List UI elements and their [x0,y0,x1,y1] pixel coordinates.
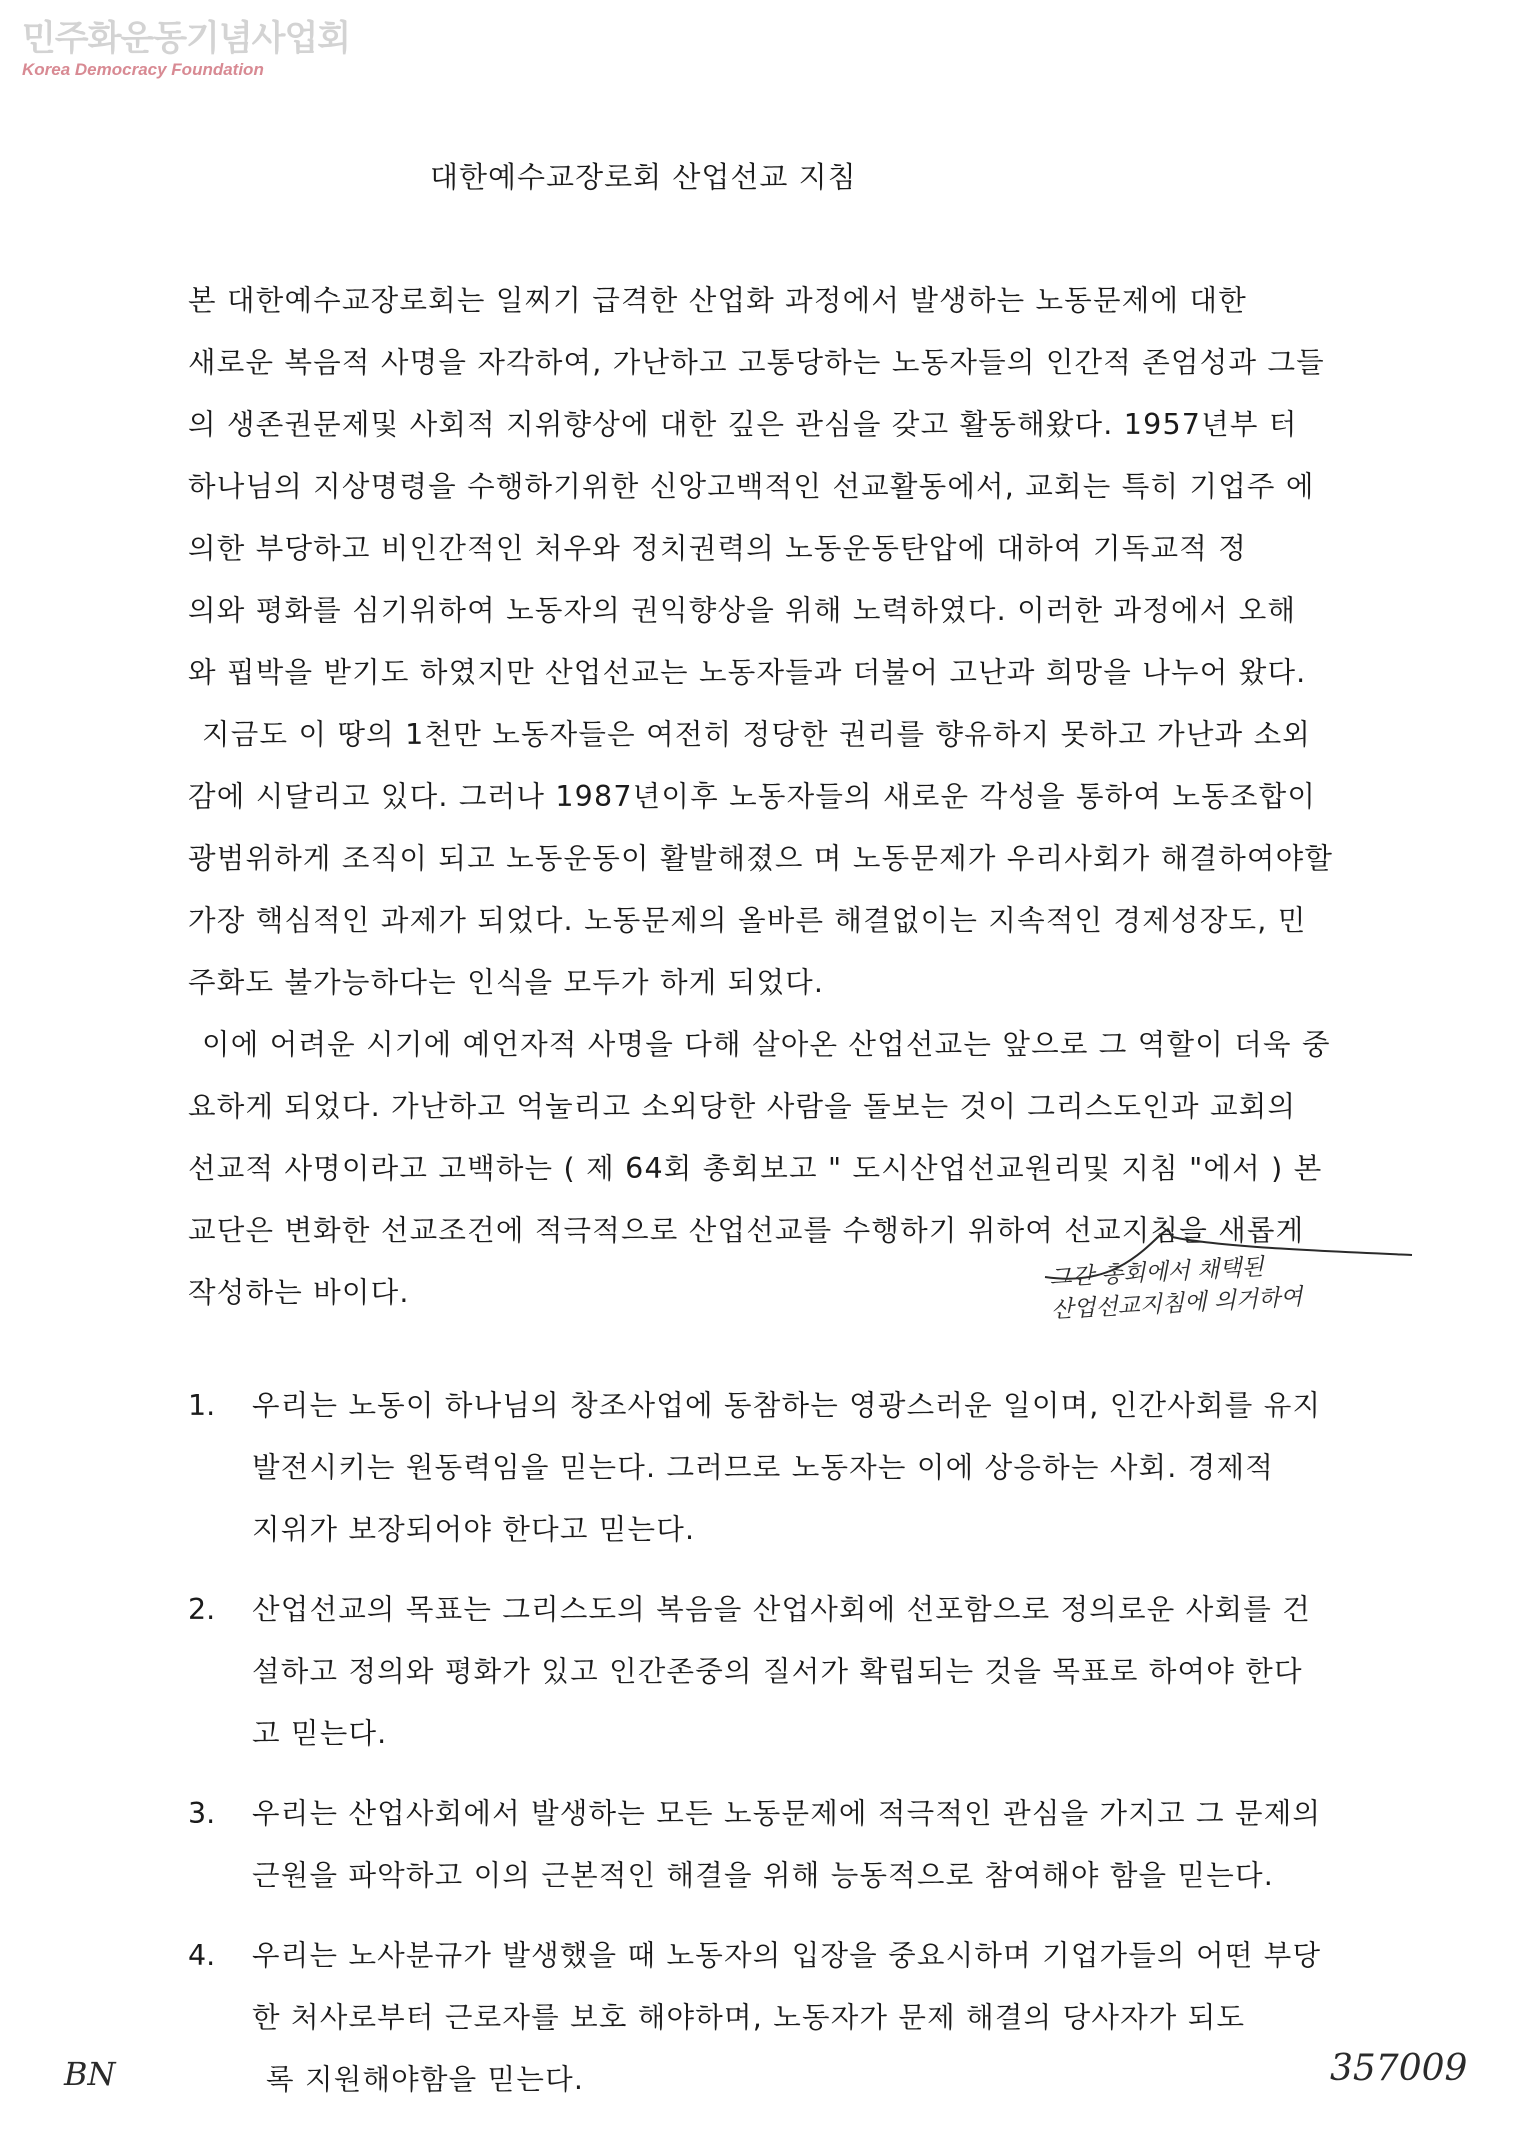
document-number: 357009 [1330,2048,1468,2089]
guideline-item [188,1375,1438,1561]
item-line: 우리는 산업사회에서 발생하는 모든 노동문제에 적극적인 관심을 가지고 그 문제의 [252,1797,1322,1830]
item-line: 산업선교의 목표는 그리스도의 복음을 산업사회에 선포함으로 정의로운 사회를 건 [252,1593,1311,1626]
guideline-item [188,1925,1438,2111]
guideline-item [188,1579,1438,1765]
paragraph-line: 선교적 사명이라고 고백하는 ( 제 64회 총회보고 " 도시산업선교원리및 지침 "에서 ) 본 [188,1152,1323,1185]
item-number: 1. [188,1389,216,1422]
item-line: 우리는 노동이 하나님의 창조사업에 동참하는 영광스러운 일이며, 인간사회를 유지 [252,1389,1322,1422]
paragraph-line: 의한 부당하고 비인간적인 처우와 정치권력의 노동운동탄압에 대하여 기독교적 정 [188,532,1247,565]
intro-paragraph [188,270,1428,1324]
annotation-line: 산업선교지침에 의거하여 [1050,1284,1304,1324]
handwritten-initials: BN [64,2055,116,2093]
paragraph-line: 교단은 변화한 선교조건에 적극적으로 산업선교를 수행하기 위하여 선교지침을 새롭게 [188,1214,1305,1247]
guideline-list [188,1375,1438,2129]
watermark-korean: 민주화운동기념사업회 [22,19,351,59]
paragraph-line: 지금도 이 땅의 1천만 노동자들은 여전히 정당한 권리를 향유하지 못하고 가난과 소외 [202,718,1312,751]
watermark-english: Korea Democracy Foundation [22,60,264,79]
paragraph-line: 본 대한예수교장로회는 일찌기 급격한 산업화 과정에서 발생하는 노동문제에 대한 [188,284,1247,317]
foundation-watermark [22,18,351,80]
item-line: 한 처사로부터 근로자를 보호 해야하며, 노동자가 문제 해결의 당사자가 되도 [252,2001,1246,2034]
paragraph-line: 가장 핵심적인 과제가 되었다. 노동문제의 올바른 해결없이는 지속적인 경제성장도, 민 [188,904,1307,937]
item-line: 지위가 보장되어야 한다고 믿는다. [252,1513,696,1546]
paragraph-line: 이에 어려운 시기에 예언자적 사명을 다해 살아온 산업선교는 앞으로 그 역할이 더욱 중 [202,1028,1331,1061]
item-line: 발전시키는 원동력임을 믿는다. 그러므로 노동자는 이에 상응하는 사회. 경제적 [252,1451,1274,1484]
paragraph-line: 주화도 불가능하다는 인식을 모두가 하게 되었다. [188,966,825,999]
item-line: 고 믿는다. [252,1717,388,1750]
paragraph-line: 새로운 복음적 사명을 자각하여, 가난하고 고통당하는 노동자들의 인간적 존엄성과 그들 [188,346,1325,379]
paragraph-line: 의와 평화를 심기위하여 노동자의 권익향상을 위해 노력하였다. 이러한 과정에서 오해 [188,594,1297,627]
annotation-line: 그간 총회에서 채택된 [1048,1254,1265,1292]
item-number: 4. [188,1939,216,1972]
paragraph-line: 의 생존권문제및 사회적 지위향상에 대한 깊은 관심을 갖고 활동해왔다. 1957년부 터 [188,408,1298,441]
paragraph-line: 감에 시달리고 있다. 그러나 1987년이후 노동자들의 새로운 각성을 통하여 노동조합이 [188,780,1317,813]
paragraph-line: 작성하는 바이다. [188,1276,410,1309]
paragraph-line: 하나님의 지상명령을 수행하기위한 신앙고백적인 선교활동에서, 교회는 특히 기업주 에 [188,470,1315,503]
item-line: 우리는 노사분규가 발생했을 때 노동자의 입장을 중요시하며 기업가들의 어떤 부당 [252,1939,1322,1972]
item-number: 3. [188,1797,216,1830]
paragraph-line: 와 핍박을 받기도 하였지만 산업선교는 노동자들과 더불어 고난과 희망을 나누어 왔다. [188,656,1307,689]
guideline-item [188,1783,1438,1907]
item-number: 2. [188,1593,216,1626]
paragraph-line: 광범위하게 조직이 되고 노동운동이 활발해졌으 며 노동문제가 우리사회가 해결하여야할 [188,842,1334,875]
paragraph-line: 요하게 되었다. 가난하고 억눌리고 소외당한 사람을 돌보는 것이 그리스도인과 교회의 [188,1090,1297,1123]
item-line: 설하고 정의와 평화가 있고 인간존중의 질서가 확립되는 것을 목표로 하여야 한다 [252,1655,1303,1688]
item-line: 록 지원해야함을 믿는다. [266,2063,585,2096]
document-title: 대한예수교장로회 산업선교 지침 [430,160,857,194]
item-line: 근원을 파악하고 이의 근본적인 해결을 위해 능동적으로 참여해야 함을 믿는다. [252,1859,1274,1892]
